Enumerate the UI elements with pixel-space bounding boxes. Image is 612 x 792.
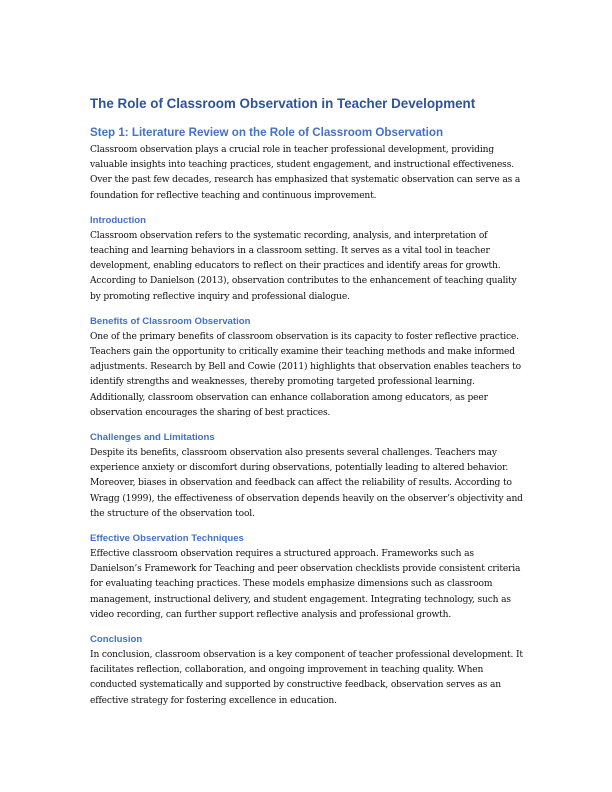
conclusion-paragraph	[90, 648, 522, 709]
paragraph-line: teaching and learning behaviors in a classroom setting. It serves as a vital tool in teacher	[90, 246, 490, 257]
paragraph-line: Despite its benefits, classroom observation also presents several challenges. Teachers may	[90, 448, 497, 459]
paragraph-line: development, enabling educators to reflect on their practices and identify areas for growth.	[90, 261, 501, 272]
paragraph-line: One of the primary benefits of classroom observation is its capacity to foster reflective practice.	[90, 331, 519, 342]
paragraph-line: conducted systematically and supported by constructive feedback, observation serves as an	[90, 680, 502, 691]
conclusion-heading: Conclusion	[90, 634, 143, 646]
challenges-paragraph	[90, 446, 522, 522]
paragraph-line: effective strategy for fostering excellence in education.	[90, 695, 337, 706]
step1-heading: Step 1: Literature Review on the Role of Classroom Observation	[90, 126, 444, 139]
paragraph-line: In conclusion, classroom observation is a key component of teacher professional development. It	[90, 650, 523, 661]
paragraph-line: video recording, can further support reflective analysis and professional growth.	[90, 609, 452, 620]
paragraph-line: the structure of the observation tool.	[90, 508, 255, 519]
introduction-paragraph	[90, 229, 522, 305]
paragraph-line: foundation for reflective teaching and continuous improvement.	[90, 190, 377, 201]
paragraph-line: facilitates reflection, collaboration, and ongoing improvement in teaching quality. When	[90, 665, 484, 676]
paragraph-line: for evaluating teaching practices. These models emphasize dimensions such as classroom	[90, 579, 493, 590]
paragraph-line: management, instructional delivery, and student engagement. Integrating technology, such as	[90, 594, 511, 605]
paragraph-line: Wragg (1999), the effectiveness of observation depends heavily on the observer’s objectivity and	[90, 493, 523, 504]
paragraph-line: Moreover, biases in observation and feedback can affect the reliability of results. According to	[90, 478, 512, 489]
paragraph-line: Additionally, classroom observation can enhance collaboration among educators, as peer	[90, 392, 488, 403]
paragraph-line: identify strengths and weaknesses, thereby promoting targeted professional learning.	[90, 377, 475, 388]
paragraph-line: by promoting reflective inquiry and professional dialogue.	[90, 291, 350, 302]
paragraph-line: According to Danielson (2013), observation contributes to the enhancement of teaching quality	[90, 276, 517, 287]
paragraph-line: Over the past few decades, research has emphasized that systematic observation can serve as a	[90, 175, 521, 186]
introduction-heading: Introduction	[90, 214, 146, 226]
document-page	[90, 96, 522, 719]
step1-paragraph	[90, 143, 522, 204]
paragraph-line: Danielson’s Framework for Teaching and peer observation checklists provide consistent criteria	[90, 564, 521, 575]
paragraph-line: experience anxiety or discomfort during observations, potentially leading to altered behavior.	[90, 463, 509, 474]
challenges-heading: Challenges and Limitations	[90, 432, 215, 444]
paragraph-line: valuable insights into teaching practices, student engagement, and instructional effectiveness.	[90, 160, 514, 171]
paragraph-line: Teachers gain the opportunity to critically examine their teaching methods and make informed	[90, 347, 515, 358]
techniques-paragraph	[90, 547, 522, 623]
benefits-paragraph	[90, 330, 522, 421]
document-title: The Role of Classroom Observation in Teacher Development	[90, 96, 476, 111]
paragraph-line: adjustments. Research by Bell and Cowie (2011) highlights that observation enables teachers to	[90, 362, 521, 373]
benefits-heading: Benefits of Classroom Observation	[90, 315, 251, 327]
techniques-heading: Effective Observation Techniques	[90, 533, 244, 545]
paragraph-line: observation encourages the sharing of best practices.	[90, 407, 331, 418]
paragraph-line: Classroom observation refers to the systematic recording, analysis, and interpretation of	[90, 230, 488, 241]
paragraph-line: Effective classroom observation requires a structured approach. Frameworks such as	[90, 549, 474, 560]
paragraph-line: Classroom observation plays a crucial role in teacher professional development, providing	[90, 145, 494, 155]
